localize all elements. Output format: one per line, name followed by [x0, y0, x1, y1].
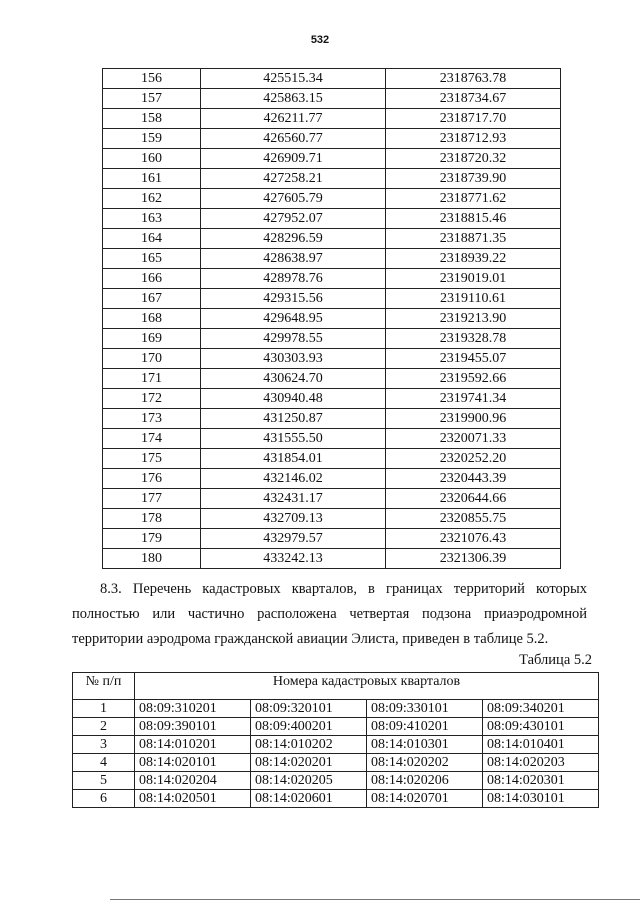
cadastral-quarter-number: 08:14:030101 [483, 790, 599, 808]
coordinate-row [103, 149, 561, 169]
section-paragraph [72, 577, 587, 652]
coordinate-x: 428978.76 [201, 269, 386, 289]
coordinate-row [103, 69, 561, 89]
coordinate-row [103, 449, 561, 469]
coordinates-table-body [103, 69, 561, 569]
cadastral-quarters-table [72, 672, 599, 808]
row-number: 3 [73, 736, 135, 754]
coordinate-row [103, 309, 561, 329]
section-text: 8.3. Перечень кадастровых кварталов, в границах территорий которых полностью или частично расположена четвертая подзона приаэродромной территории аэродрома гражданской авиации Элиста, приведен в таблице 5.2. [72, 581, 587, 647]
quarters-row [73, 700, 599, 718]
cadastral-quarter-number: 08:14:020301 [483, 772, 599, 790]
cadastral-quarter-number: 08:14:020202 [367, 754, 483, 772]
coordinate-x: 429315.56 [201, 289, 386, 309]
cadastral-quarter-number: 08:14:010401 [483, 736, 599, 754]
cadastral-quarter-number: 08:14:010202 [251, 736, 367, 754]
coordinate-y: 2321076.43 [386, 529, 561, 549]
point-number: 172 [103, 389, 201, 409]
coordinate-y: 2320252.20 [386, 449, 561, 469]
coordinate-row [103, 389, 561, 409]
coordinate-x: 433242.13 [201, 549, 386, 569]
coordinate-row [103, 209, 561, 229]
coordinate-x: 431854.01 [201, 449, 386, 469]
cadastral-quarter-number: 08:09:390101 [135, 718, 251, 736]
cadastral-quarter-number: 08:14:020203 [483, 754, 599, 772]
cadastral-quarter-number: 08:09:430101 [483, 718, 599, 736]
coordinate-y: 2318939.22 [386, 249, 561, 269]
coordinate-row [103, 89, 561, 109]
cadastral-quarter-number: 08:09:410201 [367, 718, 483, 736]
point-number: 179 [103, 529, 201, 549]
coordinate-row [103, 349, 561, 369]
coordinate-x: 429648.95 [201, 309, 386, 329]
point-number: 176 [103, 469, 201, 489]
coordinate-y: 2318734.67 [386, 89, 561, 109]
table-caption: Таблица 5.2 [519, 652, 592, 668]
cadastral-quarter-number: 08:09:400201 [251, 718, 367, 736]
coordinate-y: 2319213.90 [386, 309, 561, 329]
coordinate-y: 2318717.70 [386, 109, 561, 129]
header-quarters: Номера кадастровых кварталов [135, 673, 599, 700]
coordinate-x: 427952.07 [201, 209, 386, 229]
quarters-header-row [73, 673, 599, 700]
coordinate-row [103, 229, 561, 249]
point-number: 158 [103, 109, 201, 129]
point-number: 168 [103, 309, 201, 329]
coordinate-x: 432979.57 [201, 529, 386, 549]
coordinate-y: 2318771.62 [386, 189, 561, 209]
cadastral-quarter-number: 08:14:020601 [251, 790, 367, 808]
coordinate-x: 431250.87 [201, 409, 386, 429]
coordinate-y: 2319019.01 [386, 269, 561, 289]
coordinate-x: 428296.59 [201, 229, 386, 249]
coordinates-table [102, 68, 561, 569]
coordinate-y: 2318815.46 [386, 209, 561, 229]
quarters-row [73, 754, 599, 772]
cadastral-quarter-number: 08:14:020205 [251, 772, 367, 790]
coordinate-row [103, 409, 561, 429]
coordinate-y: 2318763.78 [386, 69, 561, 89]
coordinate-x: 431555.50 [201, 429, 386, 449]
cadastral-quarter-number: 08:09:310201 [135, 700, 251, 718]
coordinate-y: 2319592.66 [386, 369, 561, 389]
cadastral-quarter-number: 08:14:020204 [135, 772, 251, 790]
coordinate-x: 432431.17 [201, 489, 386, 509]
coordinate-row [103, 469, 561, 489]
cadastral-quarter-number: 08:09:330101 [367, 700, 483, 718]
page-number: 532 [310, 34, 330, 46]
coordinate-y: 2319110.61 [386, 289, 561, 309]
coordinate-y: 2320071.33 [386, 429, 561, 449]
point-number: 175 [103, 449, 201, 469]
point-number: 157 [103, 89, 201, 109]
quarters-row [73, 718, 599, 736]
coordinate-row [103, 109, 561, 129]
coordinate-row [103, 369, 561, 389]
coordinate-x: 430303.93 [201, 349, 386, 369]
point-number: 174 [103, 429, 201, 449]
point-number: 180 [103, 549, 201, 569]
quarters-row [73, 772, 599, 790]
coordinate-x: 426909.71 [201, 149, 386, 169]
cadastral-quarter-number: 08:14:020201 [251, 754, 367, 772]
coordinate-y: 2319455.07 [386, 349, 561, 369]
coordinate-x: 426560.77 [201, 129, 386, 149]
coordinate-row [103, 329, 561, 349]
cadastral-quarter-number: 08:14:020701 [367, 790, 483, 808]
coordinate-y: 2318871.35 [386, 229, 561, 249]
quarters-row [73, 790, 599, 808]
cadastral-quarter-number: 08:14:020206 [367, 772, 483, 790]
coordinate-row [103, 529, 561, 549]
quarters-table-body [73, 700, 599, 808]
coordinate-row [103, 289, 561, 309]
coordinate-x: 427605.79 [201, 189, 386, 209]
coordinate-row [103, 129, 561, 149]
cadastral-quarter-number: 08:09:320101 [251, 700, 367, 718]
point-number: 171 [103, 369, 201, 389]
coordinate-x: 428638.97 [201, 249, 386, 269]
point-number: 163 [103, 209, 201, 229]
coordinate-row [103, 189, 561, 209]
coordinate-row [103, 269, 561, 289]
cadastral-quarter-number: 08:14:010201 [135, 736, 251, 754]
coordinate-x: 432146.02 [201, 469, 386, 489]
coordinate-row [103, 429, 561, 449]
coordinate-y: 2319741.34 [386, 389, 561, 409]
coordinate-row [103, 169, 561, 189]
header-number: № п/п [73, 673, 135, 700]
coordinate-x: 426211.77 [201, 109, 386, 129]
coordinate-y: 2320443.39 [386, 469, 561, 489]
coordinate-x: 429978.55 [201, 329, 386, 349]
cadastral-quarter-number: 08:14:010301 [367, 736, 483, 754]
coordinate-y: 2321306.39 [386, 549, 561, 569]
point-number: 177 [103, 489, 201, 509]
coordinate-x: 425515.34 [201, 69, 386, 89]
point-number: 167 [103, 289, 201, 309]
cadastral-quarter-number: 08:14:020101 [135, 754, 251, 772]
point-number: 160 [103, 149, 201, 169]
coordinate-y: 2320644.66 [386, 489, 561, 509]
point-number: 159 [103, 129, 201, 149]
point-number: 173 [103, 409, 201, 429]
coordinate-y: 2320855.75 [386, 509, 561, 529]
point-number: 165 [103, 249, 201, 269]
point-number: 170 [103, 349, 201, 369]
coordinate-y: 2319328.78 [386, 329, 561, 349]
point-number: 161 [103, 169, 201, 189]
row-number: 1 [73, 700, 135, 718]
cadastral-quarter-number: 08:09:340201 [483, 700, 599, 718]
point-number: 178 [103, 509, 201, 529]
quarters-row [73, 736, 599, 754]
coordinate-x: 427258.21 [201, 169, 386, 189]
point-number: 156 [103, 69, 201, 89]
coordinate-row [103, 489, 561, 509]
coordinate-x: 430940.48 [201, 389, 386, 409]
point-number: 166 [103, 269, 201, 289]
point-number: 164 [103, 229, 201, 249]
coordinate-x: 425863.15 [201, 89, 386, 109]
coordinate-row [103, 509, 561, 529]
point-number: 169 [103, 329, 201, 349]
coordinate-row [103, 249, 561, 269]
coordinate-y: 2319900.96 [386, 409, 561, 429]
row-number: 5 [73, 772, 135, 790]
coordinate-x: 430624.70 [201, 369, 386, 389]
point-number: 162 [103, 189, 201, 209]
coordinate-y: 2318720.32 [386, 149, 561, 169]
coordinate-y: 2318712.93 [386, 129, 561, 149]
coordinate-x: 432709.13 [201, 509, 386, 529]
coordinate-y: 2318739.90 [386, 169, 561, 189]
cadastral-quarter-number: 08:14:020501 [135, 790, 251, 808]
page-edge-line [110, 899, 640, 900]
row-number: 4 [73, 754, 135, 772]
coordinate-row [103, 549, 561, 569]
row-number: 6 [73, 790, 135, 808]
row-number: 2 [73, 718, 135, 736]
